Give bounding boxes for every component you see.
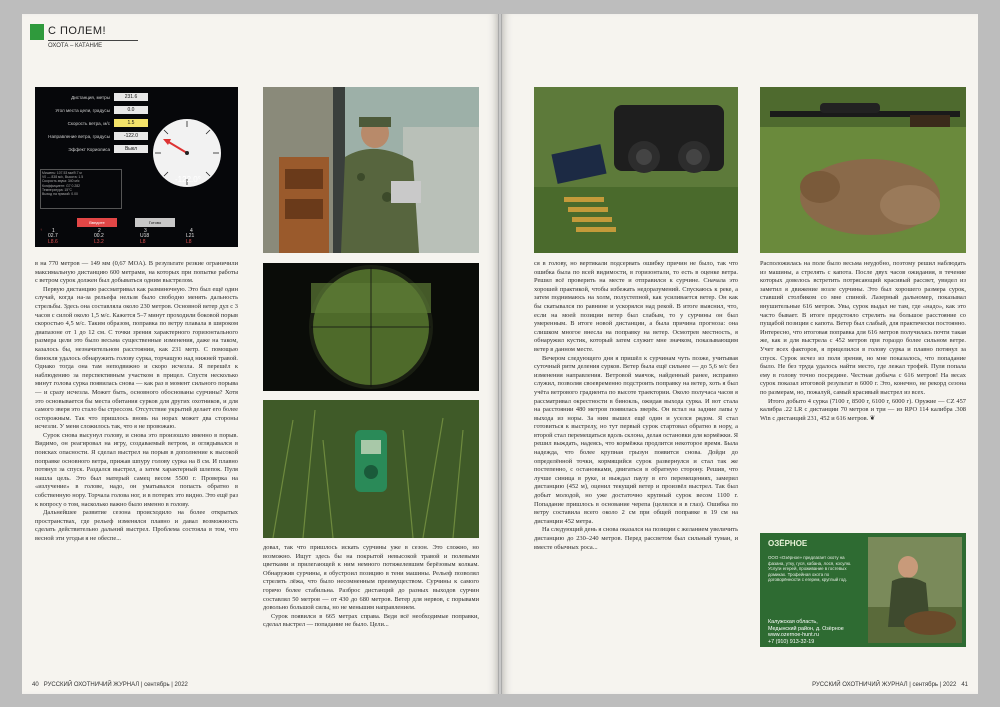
app-row-value: 231.6 bbox=[114, 93, 148, 101]
paragraph: Сурок снова высунул голову, и снова это произошло именно в порыв. Видимо, он реагировал на игру, создаваемый ветром, и оглядывался в поисках опасности. Я сделал выстрел на порыв в дополнение к высокой поправке основного ветра, прижав шпуру голову сурка на 8 см. И плавно потянул за спуск. Раздался выстрел, а затем характерный шлепок. Пуля нашла цель. Это был матерый самец весом 5500 г. Проверка на «излучение» в голове, надо, он уматывался попасть обратно в собственную нору. Торчала голова ног, и в потерях это видно. Это ещё раз к вопросу о том, насколько важно было именно в голову. bbox=[35, 431, 238, 508]
app-row-value: -122.0 bbox=[114, 132, 148, 140]
grid-cell: L3.2 bbox=[94, 239, 104, 245]
right-page bbox=[502, 14, 978, 694]
photo-wind-meter bbox=[263, 400, 479, 538]
text-column-2 bbox=[263, 544, 479, 670]
grid-cell: 02.7 bbox=[48, 233, 58, 239]
photo-binoculars-cartridges bbox=[534, 87, 738, 253]
grid-cell: 00.2 bbox=[94, 233, 104, 239]
ad-logo: ОЗЁРНОЕ bbox=[768, 539, 808, 548]
ad-region: Калужская область, bbox=[768, 619, 818, 625]
page-number: 40 bbox=[32, 682, 39, 688]
app-row-label: Эффект Кориолиса bbox=[68, 147, 110, 152]
paragraph: На следующий день я снова оказался на позиции с желанием увеличить дистанцию до 230–240 метров. Перед рассветом был сильный туман, и вместе обычных роса... bbox=[534, 526, 738, 551]
grid-cell: U18 bbox=[140, 233, 150, 239]
grid-head: 1 bbox=[52, 228, 55, 234]
hunter-vehicle-image-icon bbox=[263, 87, 479, 253]
ballistic-app-screenshot bbox=[35, 87, 238, 247]
paragraph: Расположилась на поле было весьма неудобно, поэтому решил наблюдать из машины, а стрелять с капота. После двух часов ожидания, в течение которых довелось встретить потрясающий красивый рассвет, увидел из заметил я движение возле сурчины. Это был хорошего размера сурок, ставший столбиком со мне спиной. Лазерный дальномер, показывал внушительные 616 метров. Увы, сурок выдал не там, где «надо», как это часто бывает. В итоге предстояло стрелять на большое расстояние со пущабой позиции с капота. Ветер был слабый, для практически постоянно. Интересно, что итоговая поправка для 616 метров получилась почти такая же, как и для выстрела с 452 метров при гораздо более сильном ветре. Учет всех факторов, я прицелился в голову сурка и плавно потянул за спуск. Сурок исчез из поля зрения, но мне показалось, что попадание было. Не без труда удалось найти место, где лежал трофей. Пуля попала ему в голову точно посредине. Честная добыча с 616 метров! На весах сурок показал итоговой результат в 6000 г. Это, конечно, не рекорд сезона по размерам, но, пожалуй, самый красивый выстрел из всех. bbox=[760, 260, 966, 396]
wind-meter-image-icon bbox=[263, 400, 479, 538]
folio-left bbox=[32, 682, 188, 688]
app-row-wind-speed bbox=[40, 119, 155, 128]
grid-head: 3 bbox=[144, 228, 147, 234]
grid-cell: L8 bbox=[186, 239, 192, 245]
app-row-label: Дистанция, метры bbox=[71, 95, 110, 100]
app-row-wind-direction bbox=[40, 132, 155, 141]
ad-address bbox=[768, 619, 878, 645]
page-number: 41 bbox=[961, 682, 968, 688]
app-row-value: 0.0 bbox=[114, 106, 148, 114]
app-row-value: 1.5 bbox=[114, 119, 148, 127]
app-done-button[interactable]: Готово bbox=[135, 218, 175, 227]
ad-hunter-image-icon bbox=[868, 537, 962, 643]
marmot-trophy-image-icon bbox=[760, 87, 966, 253]
grid-head: 4 bbox=[190, 228, 193, 234]
paragraph: Сурок появился в 665 метрах справа. Ведя всё необходимые поправки, сделал выстрел — попадание не было. Цели... bbox=[263, 612, 479, 629]
grid-cell: L8.6 bbox=[48, 239, 58, 245]
ad-site[interactable]: www.ozernoe-hunt.ru bbox=[768, 632, 819, 639]
section-rule bbox=[48, 40, 138, 41]
ad-phone[interactable]: +7 (910) 913-32-19 bbox=[768, 638, 815, 645]
paragraph: Дальнейшее развитие сезона происходило на более открытых пространствах, где рельеф изменялся плавно и давал возможность сделать действительно дальний выстрел. Проблема состояла в том, что весной эти угодья я не обеспе... bbox=[35, 509, 238, 542]
section-subtitle: ОХОТА – КАТАНИЕ bbox=[48, 43, 103, 49]
grid-cell: L8 bbox=[140, 239, 146, 245]
ad-photo bbox=[868, 537, 962, 643]
folio-text: РУССКИЙ ОХОТНИЧИЙ ЖУРНАЛ | сентябрь | 2022 bbox=[812, 682, 957, 688]
section-color-mark bbox=[30, 24, 44, 40]
app-info-box: Мишень: 107.53 мм/9.7 м V0 — 838 м/с, Высота: 1.5 Скорость звука: 340 м/с Коэффициент: G7 0.282 Температура: 15°C Выход на прямой: 0.00 bbox=[40, 169, 122, 209]
paragraph: Итого добыто 4 сурка (7100 г, 8500 г, 6100 г, 6000 г). Оружие — CZ 457 калибра .22 LR с дистанции 70 метров и три — из RPO 114 калибра .308 Win с дистанций 231, 452 и 616 метров. ❦ bbox=[760, 397, 966, 422]
photo-marmot-rifle bbox=[760, 87, 966, 253]
folio-text: РУССКИЙ ОХОТНИЧИЙ ЖУРНАЛ | сентябрь | 2022 bbox=[43, 682, 188, 688]
ad-district: Медынский район, д. Озёрное bbox=[768, 625, 844, 632]
app-row-label: Направление ветра, градусы bbox=[48, 134, 110, 139]
left-page bbox=[22, 14, 498, 694]
paragraph: довал, так что пришлось искать сурчины уже в сезон. Это сложно, но возможно. Ищут здесь бы на покрытой невысокой травой и полевыми цветками и прилегающей к ним немного потяжелевшим берёзовым колкам. Обнаружив сурчины, я обустроил позицию в тени машины. Рельеф позволял стрелять лёжа, что было несомненным преимуществом. Сурчины к самого горячо более стабильна. Разброс дистанций до разных выходов сурчин составлял 50 метров — от 430 до 680 метров. Ветер для нервов, с порывами довольно большой силы, но не меньшим направлением. bbox=[263, 544, 479, 612]
binoculars-image-icon bbox=[534, 87, 738, 253]
scope-view-image-icon bbox=[263, 263, 479, 391]
app-row-angle bbox=[40, 106, 155, 115]
wind-readout: -122.0° bbox=[175, 175, 201, 184]
app-row-value: Выкл bbox=[114, 145, 148, 153]
paragraph: в на 770 метров — 149 мм (0,67 MOA). В результате резкие ограничили максимальную дистанцию 600 метрами, на которых при попытке работы с ветром сурок должен был добываться одним выстрелом. bbox=[35, 260, 238, 285]
app-enter-button[interactable]: Введите bbox=[77, 218, 117, 227]
advertisement-ozernoe[interactable] bbox=[760, 533, 966, 647]
paragraph: ся в голову, но вертикали подсервать ошибку причин не было, так что ошибка была по всей видимости, в горизонтали, то есть в оценке ветра. Решил всё проверить на месте и отправился к сурчине. Сначала это хорошей практикой, чтобы избежать недоразумений. Спускаюсь к реке, а затем поднимаюсь на холм, полустепной, как усиливается ветер. Он как бы скатывался по равнине и ускорялся над рекой. В итоге выяснил, что, если на моей позиции ветер был слабым, то у сурчины он был умеренным. В итоге новой дистанции, а была причина прогноза: она слишком многое внесла на поправку на ветер. Осмотрев местность, я обнаружил кустик, который затем служит мне значком, показывающим ветер в данном месте. bbox=[534, 260, 738, 353]
section-title: С ПОЛЕМ! bbox=[48, 25, 107, 37]
text-column-4 bbox=[760, 260, 966, 528]
photo-hunter-in-vehicle bbox=[263, 87, 479, 253]
paragraph: Вечером следующего дня я пришёл к сурчинам чуть позже, учитывая суточный ритм деления сурков. Ветер была ещё сильнее — до 5,6 м/с без изменения направления. Ветровой маячок, найденный ранее, исправно служил, позволяя своевременно подстроить поправку на ветер, хоть я был учёта ветрового градиента по высоте траектории. Около получаса часов я рассматривал окрестности в бинокль, ожидая выхода сурка. И вот стала на расстоянии 480 метров появилась зверёк. Он встал на задние лапы у выхода из норы. За ним вышел ещё один и уселся рядом. Я стал готовиться к выстрелу, но тут первый сурок стартовал обратно в нору, а второй стал перемещаться вдоль склона, делая остановки для кормёжки. Я решил выждать, надеясь, что кормёжка продлится некоторое время. Была надежда, что более крупная грызун появится снова. Дойди до определённой точки, кормящийся сурок развернулся и стал так же постепенно, с остановками, двигаться в обратную сторону. Решив, что лучше синица в руке, и выждал паузу в его перемещениях, замерил дистанцию (452 м), оценил текущий ветер и произвёл выстрел. Так был добыт молодой, но уже достаточно крупный сурок весом 1100 г. Попадание пришлось в основание черепа (целился я в глаз). Ошибка по ветру составила всего около 2 см при общей поправке в 19 см на дистанции 452 метра. bbox=[534, 354, 738, 525]
text-column-1 bbox=[35, 260, 238, 670]
text-column-3 bbox=[534, 260, 738, 670]
ad-text: ООО «Озёрное» предлагает охоту на фазана, утку, гуся, кабана, лося, косулю. Услуги егерей, проживание в гостевых домиках. Трофейная охота по договорённости с егерем, круглый год. bbox=[768, 555, 852, 583]
app-result-grid: 1 2 3 4 ↑ 02.7 00.2 U18 L21 L8.6 L3.2 L8 L8 bbox=[40, 227, 195, 245]
grid-head: 2 bbox=[98, 228, 101, 234]
app-row-label: Скорость ветра, м/с bbox=[67, 121, 110, 126]
app-row-label: Угол места цели, градусы bbox=[55, 108, 110, 113]
photo-scope-view bbox=[263, 263, 479, 391]
app-row-distance bbox=[40, 93, 155, 102]
paragraph: Первую дистанцию рассматривал как разминочную. Это был ещё один случай, когда на-за рельефа нельзя было свободно менять дальность стрельбы. Здесь она составляла около 230 метров. Основной ветер дул с 3 часов с силой около 1,5 м/с. Кажется 5–7 минут проходили боковой порыв скоростью 4,5 м/с. Таким образом, поправка по ветру плавала в широком диапазоне от 1 до 12 см. С точки зрения характерного горизонтального размера цели это было весьма существенные изменения, даже на таком, казалось бы, незначительном расстоянии, как 231 метр. С помощью бинокля удалось обнаружить голову сурка, торчащую над нижней травой. Однако тогда она там неподвижно и скоро исчезла. Я перешёл к наблюдению за перспективным участком в прицел. Спустя несколько минут голова сурка появилась снова — как раз в момент сильного порыва — и сразу исчезла. Может быть, основного обоснованы сурчины? Хотя это основывается бы места обитания сурков для других охотников, и для самого зверя это стало бы стрессом. Отсутствие укрытий делает его более осторожным. Так что пришлось вновь на норах может два стороны исчезли. У меня сложилось так, что я не провожаю. bbox=[35, 285, 238, 431]
grid-cell: L21 bbox=[186, 233, 195, 239]
app-row-coriolis bbox=[40, 145, 155, 154]
folio-right bbox=[812, 682, 968, 688]
